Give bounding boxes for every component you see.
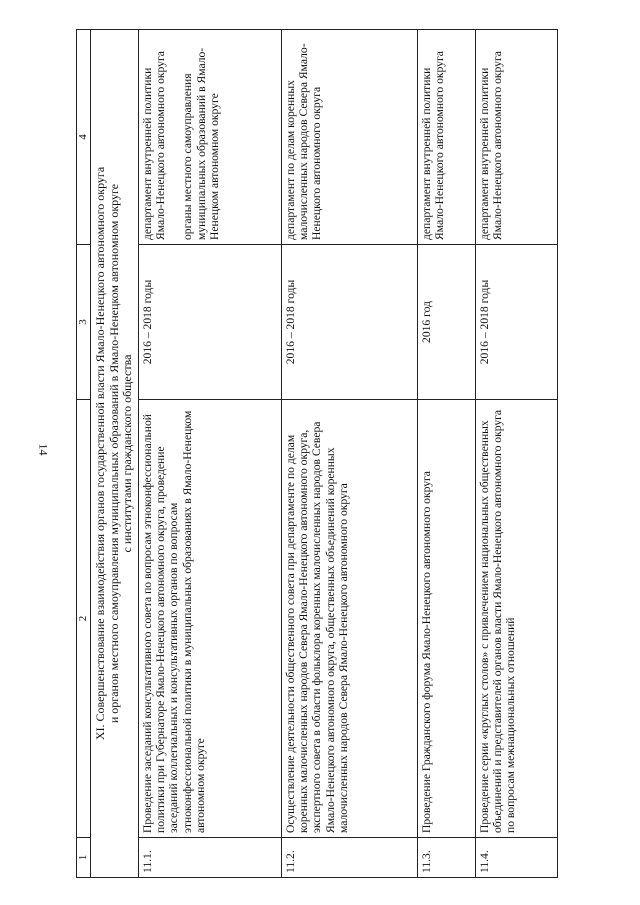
row-period: 2016 – 2018 годы	[138, 245, 281, 400]
row-period: 2016 – 2018 годы	[281, 245, 417, 400]
row-text: Осуществление деятельности общественного совета при департаменте по делам коренных малочисленных народов Севера Ямало-Ненецкого автономного округа, экспертного совета в области фольклора коренных малочисленных народов Севера Ямало-Ненецкого автономного округа, общественных объединений коренных малочисленных народов Севера Ямало-Ненецкого автономного округа	[281, 400, 417, 838]
row-number: 11.2.	[281, 838, 417, 878]
table-row	[475, 30, 557, 878]
rotated-table-sheet	[76, 30, 556, 878]
row-number: 11.1.	[138, 838, 281, 878]
row-responsible-secondary: органы местного самоуправления муниципальных образований в Ямало-Ненецком автономном округе	[181, 47, 221, 240]
section-title-line-1: XI. Совершенствование взаимодействия органов государственной власти Ямало-Ненецкого автономного округа	[93, 166, 108, 741]
header-col-2: 2	[77, 400, 91, 838]
header-row	[77, 30, 91, 878]
row-responsible-primary: департамент внутренней политики Ямало-Ненецкого автономного округа	[140, 51, 168, 240]
section-row	[91, 30, 139, 878]
row-responsible	[138, 30, 281, 245]
row-text: Проведение Гражданского форума Ямало-Ненецкого автономного округа	[417, 400, 475, 838]
row-text: Проведение заседаний консультативного совета по вопросам этноконфессиональной политики при Губернаторе Ямало-Ненецкого автономного округа, проведение заседаний коллегиальных и консультативных органов по вопросам этноконфессиональной политики в муниципальных образованиях в Ямало-Ненецком автономном округе	[138, 400, 281, 838]
section-title-line-2: и органов местного самоуправления муниципальных образований в Ямало-Ненецком автономном округе	[106, 183, 121, 724]
row-number: 11.4.	[475, 838, 557, 878]
section-title	[91, 30, 139, 878]
row-responsible: департамент внутренней политики Ямало-Ненецкого автономного округа	[417, 30, 475, 245]
row-period: 2016 год	[417, 245, 475, 400]
row-number: 11.3.	[417, 838, 475, 878]
table-row	[138, 30, 281, 878]
header-col-3: 3	[77, 245, 91, 400]
page-number: 14	[36, 443, 51, 456]
header-col-4: 4	[77, 30, 91, 245]
row-text: Проведение серии «круглых столов» с привлечением национальных общественных объединений и представителей органов власти Ямало-Ненецкого автономного округа по вопросам межнациональных отношений	[475, 400, 557, 838]
table-row	[281, 30, 417, 878]
measures-table	[76, 29, 558, 878]
row-responsible: департамент по делам коренных малочисленных народов Севера Ямало-Ненецкого автономного округа	[281, 30, 417, 245]
section-title-line-3: с институтами гражданского общества	[120, 354, 135, 553]
row-responsible: департамент внутренней политики Ямало-Ненецкого автономного округа	[475, 30, 557, 245]
row-period: 2016 – 2018 годы	[475, 245, 557, 400]
header-col-1: 1	[77, 838, 91, 878]
table-row	[417, 30, 475, 878]
